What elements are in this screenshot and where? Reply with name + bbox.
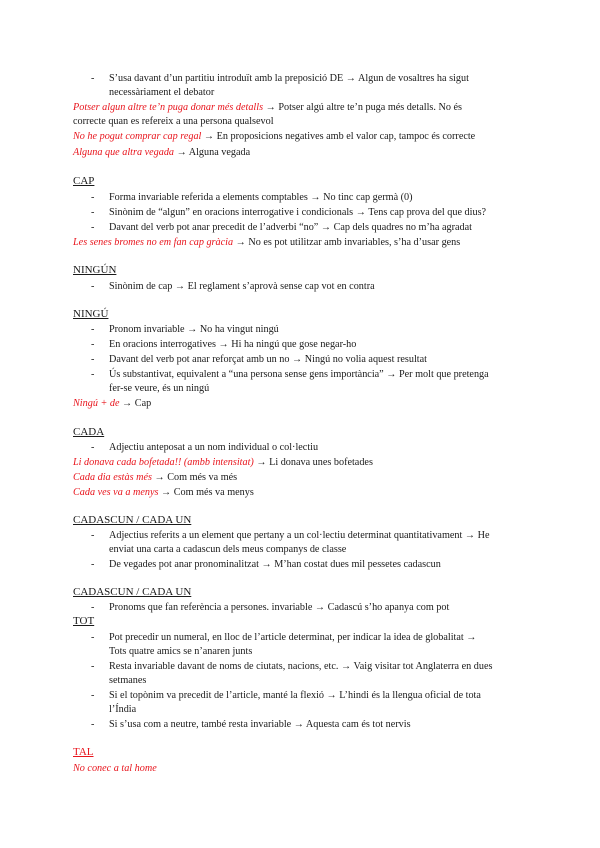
bullet-dash: - [91,324,95,335]
bullet-dash: - [91,222,95,233]
bullet-dash: - [91,281,95,292]
list-item-continuation: fer-se veure, és un ningú [109,383,210,394]
list-item: Resta invariable davant de noms de ciutats, nacions, etc. → Vaig visitar tot Anglaterra en dues [109,661,493,672]
list-item: Sinònim de “algun” en oracions interrogative i condicionals → Tens cap prova del que dius? [109,207,487,218]
list-item: Forma invariable referida a elements comptables → No tinc cap germà (0) [109,192,413,203]
section-heading-cadascun-pronoun: CADASCUN / CADA UN [73,586,192,598]
list-item: Adjectius referits a un element que pertany a un col·lectiu determinat quantitativament → He [109,530,490,541]
bullet-dash: - [91,369,95,380]
example-text: Alguna que altra vegada [73,147,175,158]
bullet-dash: - [91,602,95,613]
list-item: De vegades pot anar pronominalitzat → M’han costat dues mil pessetes cadascun [109,559,441,570]
section-heading-ningu: NINGÚ [73,308,109,320]
example-text: Les senes bromes no em fan cap gràcia [73,237,234,248]
list-item: Ús substantivat, equivalent a “una persona sense gens importància” → Per molt que pretenga [109,369,489,380]
section-heading-tal: TAL [73,746,94,758]
example-text: Ningú + de [73,398,120,409]
example-line [73,146,560,159]
bullet-dash: - [91,207,95,218]
list-item: En oracions interrogatives → Hi ha ningú que gose negar-ho [109,339,357,350]
section-heading-cadascun-adjective: CADASCUN / CADA UN [73,514,192,526]
list-item-continuation: Tots quatre amics se n’anaren junts [109,646,253,657]
list-item: Pot precedir un numeral, en lloc de l’article determinat, per indicar la idea de globalitat → [109,632,477,643]
section-heading-cap: CAP [73,175,95,187]
list-item: Si s’usa com a neutre, també resta invariable → Aquesta cam és tot nervis [109,719,411,730]
list-item: Pronom invariable → No ha vingut ningú [109,324,279,335]
example-line [73,397,560,410]
section-heading-cada: CADA [73,426,105,438]
bullet-dash: - [91,632,95,643]
list-item: Davant del verb pot anar reforçat amb un no → Ningú no volia aquest resultat [109,354,427,365]
bullet-dash: - [91,442,95,453]
explanation-text: → Cap [119,398,152,409]
bullet-dash: - [91,192,95,203]
example-text: Potser algun altre te’n puga donar més detalls [73,102,264,113]
example-line [73,486,560,499]
explanation-text: → Li donava unes bofetades [253,457,373,468]
explanation-text: → En proposicions negatives amb el valor cap, tampoc és correcte [201,131,476,142]
list-item-continuation: enviat una carta a cadascun dels meus companys de classe [109,544,347,555]
explanation-line: correcte quan es refereix a una persona qualsevol [73,116,274,127]
example-line [73,471,560,484]
example-text: No he pogut comprar cap regal [73,131,202,142]
bullet-dash: - [91,661,95,672]
explanation-text: → Potser algú altre te’n puga més detalls. No és [263,102,462,113]
section-heading-ningun: NINGÚN [73,264,117,276]
bullet-dash: - [91,559,95,570]
list-item: Adjectiu anteposat a un nom individual o col·lectiu [109,442,319,453]
bullet-dash: - [91,73,95,84]
example-line [73,101,560,114]
example-text: No conec a tal home [73,763,157,774]
list-item: Sinònim de cap → El reglament s’aprovà sense cap vot en contra [109,281,375,292]
intro-bullet-line-1: S’usa davant d’un partitiu introduït amb la preposició DE → Algun de vosaltres ha sigut [109,73,469,84]
list-item: Davant del verb pot anar precedit de l’adverbi “no” → Cap dels quadres no m’ha agradat [109,222,472,233]
explanation-text: → No es pot utilitzar amb invariables, s’ha d’usar gens [233,237,461,248]
bullet-dash: - [91,339,95,350]
example-text: Li donava cada bofetada!! (ambb intensitat) [73,457,254,468]
example-text: Cada dia estàs més [73,472,152,483]
bullet-dash: - [91,530,95,541]
bullet-dash: - [91,719,95,730]
example-text: Cada ves va a menys [73,487,159,498]
explanation-text: → Com més va menys [158,487,254,498]
example-line [73,236,560,249]
bullet-dash: - [91,690,95,701]
list-item: Si el topònim va precedit de l’article, manté la flexió → L’hindi és la llengua oficial de tota [109,690,481,701]
explanation-text: → Alguna vegada [174,147,251,158]
example-line [73,456,560,469]
bullet-dash: - [91,354,95,365]
explanation-text: → Com més va més [151,472,238,483]
list-item-continuation: setmanes [109,675,147,686]
intro-bullet-line-2: necessàriament el debator [109,87,215,98]
example-line [73,130,560,143]
list-item: Pronoms que fan referència a persones. invariable → Cadascú s’ho apanya com pot [109,602,450,613]
list-item-continuation: l’Índia [109,704,137,715]
section-heading-tot: TOT [73,615,95,627]
